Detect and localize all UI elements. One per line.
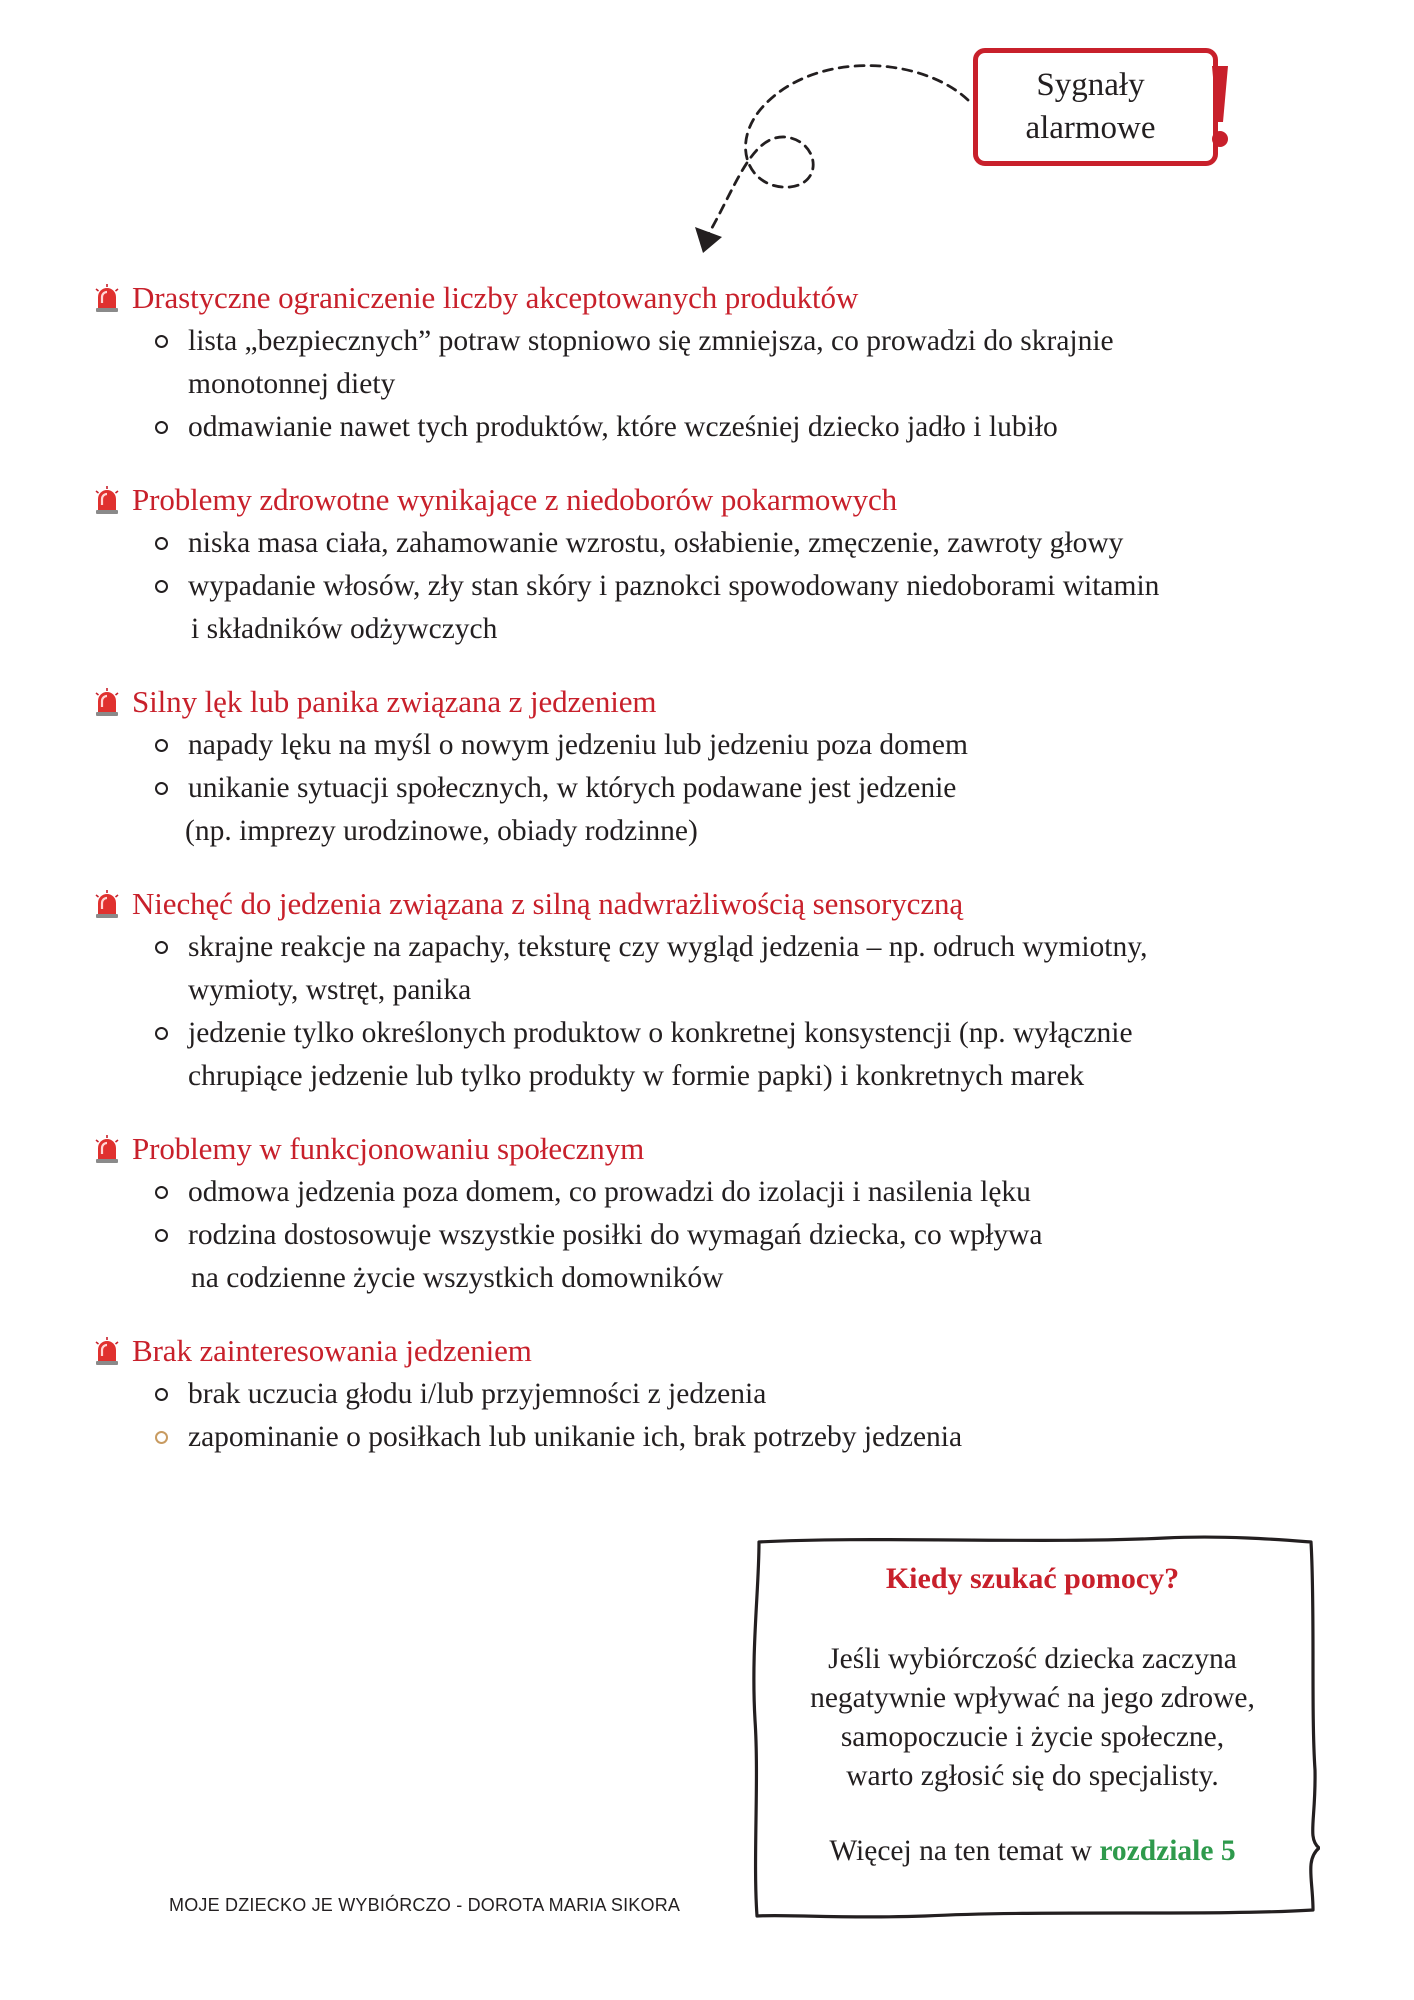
title-box <box>973 48 1218 166</box>
list-item <box>188 406 1342 449</box>
help-title: Kiedy szukać pomocy? <box>885 1562 1180 1595</box>
warning-section <box>92 1127 1342 1300</box>
list-item <box>188 1171 1342 1214</box>
bullet-circle-icon <box>155 335 168 348</box>
bullet-list <box>92 724 1342 853</box>
bullet-circle-icon <box>155 1431 168 1444</box>
list-item-line: wypadanie włosów, zły stan skóry i paznokci spowodowany niedoborami witamin <box>188 570 1160 602</box>
warning-section <box>92 478 1342 651</box>
list-item <box>188 522 1342 565</box>
list-item-line: lista „bezpiecznych” potraw stopniowo się zmniejsza, co prowadzi do skrajnie <box>188 325 1114 357</box>
section-heading-text: Problemy zdrowotne wynikające z niedoborów pokarmowych <box>132 482 898 517</box>
list-item <box>188 565 1342 651</box>
siren-icon <box>92 687 122 717</box>
bullet-circle-icon <box>155 1229 168 1242</box>
list-item <box>188 724 1342 767</box>
bullet-list <box>92 926 1342 1098</box>
section-heading <box>92 1329 1342 1373</box>
list-item-line: unikanie sytuacji społecznych, w których podawane jest jedzenie <box>188 772 957 804</box>
section-heading-text: Brak zainteresowania jedzeniem <box>132 1333 532 1368</box>
bullet-circle-icon <box>155 739 168 752</box>
help-body-line: negatywnie wpływać na jego zdrowe, <box>810 1682 1255 1714</box>
list-item-line: monotonnej diety <box>188 368 396 400</box>
list-item-line: wymioty, wstręt, panika <box>188 974 472 1006</box>
help-callout <box>745 1530 1320 1925</box>
warning-section <box>92 276 1342 449</box>
list-item-line: rodzina dostosowuje wszystkie posiłki do wymagań dziecka, co wpływa <box>188 1219 1043 1251</box>
list-item <box>188 926 1342 1012</box>
list-item <box>188 1373 1342 1416</box>
section-heading <box>92 680 1342 724</box>
siren-icon <box>92 1336 122 1366</box>
siren-icon <box>92 1134 122 1164</box>
help-more <box>745 1835 1320 1868</box>
warning-sections <box>92 276 1342 1488</box>
help-body <box>745 1640 1320 1796</box>
bullet-circle-icon <box>155 1186 168 1199</box>
bullet-list <box>92 1373 1342 1459</box>
list-item <box>188 1012 1342 1098</box>
list-item <box>185 767 1342 853</box>
siren-icon <box>92 283 122 313</box>
title-line-2: alarmowe <box>1025 110 1156 146</box>
exclamation-icon <box>1205 62 1235 152</box>
help-body-line: Jeśli wybiórczość dziecka zaczyna <box>828 1643 1237 1675</box>
list-item-line: chrupiące jedzenie lub tylko produkty w formie papki) i konkretnych marek <box>188 1060 1085 1092</box>
section-heading-text: Niechęć do jedzenia związana z silną nadwrażliwością sensoryczną <box>132 886 964 921</box>
list-item-line: odmowa jedzenia poza domem, co prowadzi do izolacji i nasilenia lęku <box>188 1176 1031 1208</box>
list-item-line: na codzienne życie wszystkich domowników <box>191 1262 724 1294</box>
bullet-circle-icon <box>155 537 168 550</box>
footer-credit: MOJE DZIECKO JE WYBIÓRCZO - DOROTA MARIA SIKORA <box>169 1895 681 1915</box>
siren-icon <box>92 485 122 515</box>
bullet-circle-icon <box>155 1027 168 1040</box>
list-item <box>188 1214 1342 1300</box>
help-body-line: samopoczucie i życie społeczne, <box>840 1721 1225 1753</box>
help-body-line: warto zgłosić się do specjalisty. <box>846 1760 1219 1792</box>
dashed-arrow-icon <box>690 55 980 265</box>
list-item <box>188 1416 1342 1459</box>
title-line-1: Sygnały <box>1036 67 1145 103</box>
bullet-list <box>92 522 1342 651</box>
bullet-circle-icon <box>155 782 168 795</box>
bullet-list <box>92 1171 1342 1300</box>
list-item <box>188 320 1342 406</box>
bullet-list <box>92 320 1342 449</box>
bullet-circle-icon <box>155 421 168 434</box>
bullet-circle-icon <box>155 1388 168 1401</box>
list-item-line: zapominanie o posiłkach lub unikanie ich, brak potrzeby jedzenia <box>188 1421 963 1453</box>
list-item-line: napady lęku na myśl o nowym jedzeniu lub jedzeniu poza domem <box>188 729 968 761</box>
siren-icon <box>92 889 122 919</box>
page-title <box>1025 64 1155 150</box>
section-heading-text: Problemy w funkcjonowaniu społecznym <box>132 1131 645 1166</box>
bullet-circle-icon <box>155 941 168 954</box>
section-heading-text: Drastyczne ograniczenie liczby akceptowanych produktów <box>132 280 859 315</box>
list-item-line: skrajne reakcje na zapachy, teksturę czy wygląd jedzenia – np. odruch wymiotny, <box>188 931 1148 963</box>
chapter-reference: rozdziale 5 <box>1099 1835 1236 1867</box>
warning-section <box>92 680 1342 853</box>
section-heading <box>92 276 1342 320</box>
list-item-line: brak uczucia głodu i/lub przyjemności z jedzenia <box>188 1378 767 1410</box>
section-heading <box>92 882 1342 926</box>
warning-section <box>92 1329 1342 1459</box>
warning-section <box>92 882 1342 1098</box>
list-item-line: niska masa ciała, zahamowanie wzrostu, osłabienie, zmęczenie, zawroty głowy <box>188 527 1124 559</box>
help-more-prefix: Więcej na ten temat w <box>829 1835 1100 1867</box>
list-item-line: i składników odżywczych <box>191 613 498 645</box>
list-item-line: (np. imprezy urodzinowe, obiady rodzinne) <box>185 815 698 847</box>
section-heading <box>92 1127 1342 1171</box>
bullet-circle-icon <box>155 580 168 593</box>
section-heading <box>92 478 1342 522</box>
list-item-line: odmawianie nawet tych produktów, które wcześniej dziecko jadło i lubiło <box>188 411 1058 443</box>
list-item-line: jedzenie tylko określonych produktow o konkretnej konsystencji (np. wyłącznie <box>188 1017 1133 1049</box>
section-heading-text: Silny lęk lub panika związana z jedzeniem <box>132 684 657 719</box>
